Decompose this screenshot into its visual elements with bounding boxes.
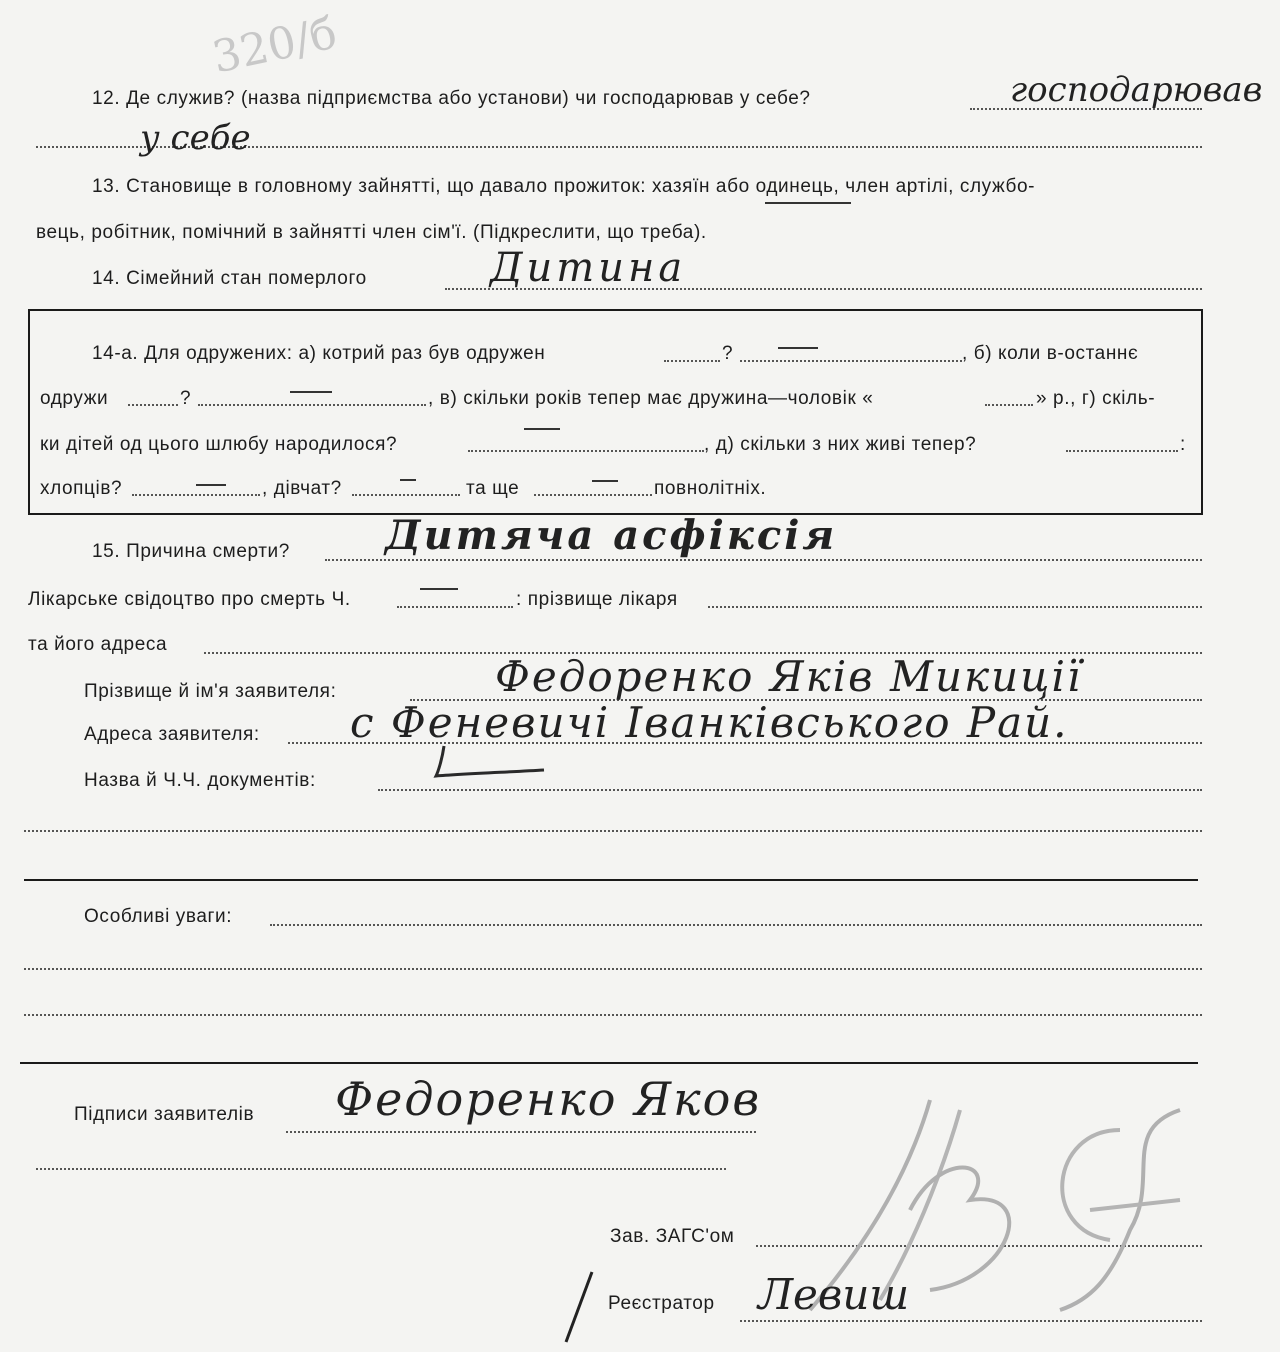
q14a-line3-a: ки дітей од цього шлюбу народилося?: [40, 434, 398, 455]
registrar-label: Реєстратор: [608, 1293, 715, 1314]
remarks-line-3: [24, 1014, 1202, 1016]
applicant-name-value: Федоренко Яків Микиції: [495, 652, 1083, 701]
applicant-signature: Федоренко Яков: [335, 1072, 762, 1126]
q14a-line3-dots2: [1066, 450, 1178, 452]
signature-line-2: [36, 1168, 726, 1170]
applicant-address-value: с Феневичі Іванківського Рай.: [350, 698, 1069, 747]
signatures-label: Підписи заявителів: [74, 1104, 255, 1125]
q14-label: 14. Сімейний стан померлого: [92, 268, 367, 289]
q14a-line4-a: хлопців?: [40, 478, 123, 499]
q15-answer-line: [325, 559, 1202, 561]
q12-answer-part2: у себе: [140, 118, 251, 158]
q14a-line3-dots1: [468, 450, 704, 452]
section-divider-1: [24, 879, 1198, 881]
q14a-line2-dots2: [198, 404, 426, 406]
registrar-slash-mark: [560, 1268, 600, 1348]
q12-label: 12. Де служив? (назва підприємства або установи) чи господарював у себе?: [92, 88, 811, 109]
q14a-line2-d: » р., г) скіль-: [1036, 388, 1156, 409]
q14a-line1-c: , б) коли в-останнє: [962, 343, 1139, 364]
q14a-line1-dots2: [740, 360, 962, 362]
q14a-line2-dots3: [985, 404, 1033, 406]
remarks-label: Особливі уваги:: [84, 906, 233, 927]
q14a-line2-a: одружи: [40, 388, 109, 409]
applicant-address-label: Адреса заявителя:: [84, 724, 260, 745]
zags-label: Зав. ЗАГС'ом: [610, 1226, 735, 1247]
q14a-line3-c: :: [1180, 434, 1186, 455]
q14a-line2-b: ?: [180, 388, 192, 409]
section-divider-2: [20, 1062, 1198, 1064]
remarks-line-2: [24, 968, 1202, 970]
q14a-line4-c: та ще: [466, 478, 520, 499]
q14a-line1-a: 14-а. Для одружених: а) котрий раз був одружен: [92, 343, 546, 364]
q14-answer: Дитина: [490, 245, 687, 291]
q14a-dash6: [592, 480, 618, 482]
q14a-line1-b: ?: [722, 343, 734, 364]
q14a-dash4: [196, 484, 226, 486]
archive-mark: 320/б: [208, 7, 342, 84]
q14a-line4-dots1: [132, 494, 260, 496]
certificate-label: Лікарське свідоцтво про смерть Ч.: [28, 589, 351, 610]
documents-line-2: [24, 830, 1202, 832]
q12-answer-part1: господарював: [1010, 70, 1263, 110]
q14a-line2-c: , в) скільки років тепер має дружина—чоловік «: [428, 388, 874, 409]
certificate-dash: [420, 588, 458, 590]
q14a-line2-dots1: [128, 404, 178, 406]
certificate-number-line: [397, 606, 513, 608]
doctor-address-label: та його адреса: [28, 634, 168, 655]
q14a-line3-b: , д) скільки з них живі тепер?: [704, 434, 977, 455]
signature-line: [286, 1131, 756, 1133]
q14a-line4-dots3: [534, 494, 652, 496]
registrar-signature: Левиш: [758, 1270, 910, 1319]
q13-line2: вець, робітник, помічний в зайнятті член сім'ї. (Підкреслити, що треба).: [36, 222, 707, 243]
documents-label: Назва й Ч.Ч. документів:: [84, 770, 316, 791]
doctor-line: [708, 606, 1202, 608]
q14a-dash5: [400, 479, 416, 481]
q14a-line4-b: , дівчат?: [262, 478, 342, 499]
q13-line1: 13. Становище в головному зайнятті, що давало прожиток: хазяїн або одинець, член артілі, службо-: [92, 176, 1036, 197]
remarks-line-1: [270, 924, 1202, 926]
q14a-dash2: [290, 391, 332, 393]
q14a-dash3: [524, 428, 560, 430]
applicant-name-label: Прізвище й ім'я заявителя:: [84, 681, 337, 702]
q14a-line4-dots2: [352, 494, 460, 496]
q14a-line1-dots1: [664, 360, 720, 362]
q14a-line4-d: повнолітніх.: [654, 478, 767, 499]
q14a-dash1: [778, 347, 818, 349]
doctor-label: : прізвище лікаря: [516, 589, 678, 610]
q15-label: 15. Причина смерти?: [92, 541, 290, 562]
q13-underline-khazyain: [765, 202, 851, 204]
registrar-signature-line: [740, 1320, 1202, 1322]
documents-dash-mark: [430, 740, 570, 790]
q15-answer: Дитяча асфіксія: [385, 512, 838, 559]
